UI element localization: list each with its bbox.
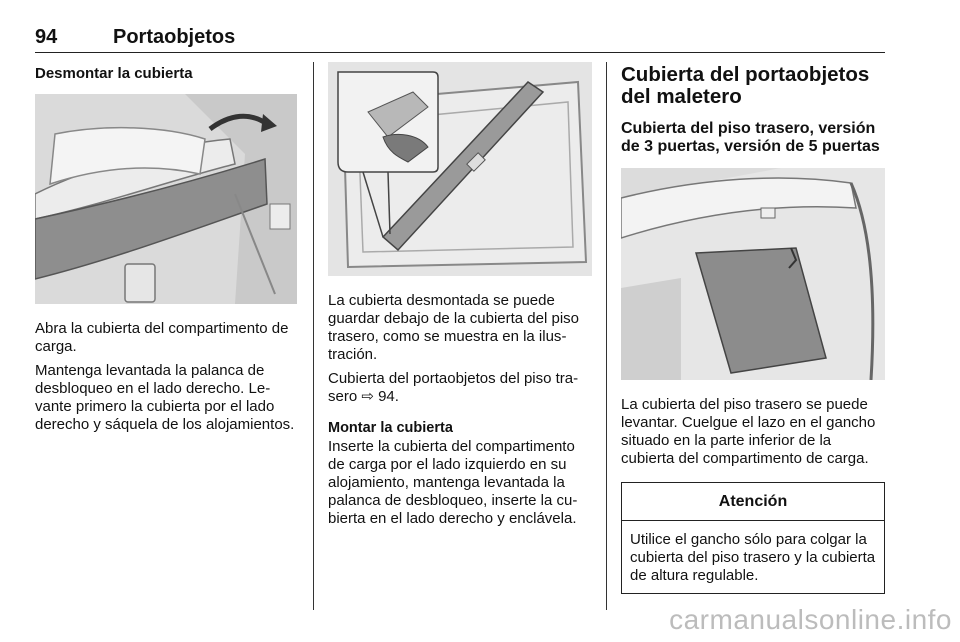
section-subheading: Desmontar la cubierta	[35, 65, 193, 82]
column-middle	[328, 62, 592, 534]
section-subheading: Cubierta del piso trasero, versión de 3 puertas, versión de 5 puertas	[621, 120, 880, 155]
figure-remove-cover	[35, 94, 297, 304]
figure-rear-floor-cover	[621, 168, 885, 380]
column-left	[35, 62, 297, 440]
bold-subheading: Montar la cubierta	[328, 420, 453, 436]
notice-title: Atención	[622, 483, 884, 521]
figure-stored-cover	[328, 62, 592, 276]
paragraph-cross-reference: Cubierta del portaobjetos del piso trasero ⇨ 94.	[328, 370, 579, 405]
watermark: carmanualsonline.info	[669, 604, 952, 635]
page-number: 94	[35, 26, 58, 48]
column-divider	[313, 62, 314, 610]
paragraph: La cubierta desmontada se puede guardar debajo de la cubierta del piso trasero, como se muestra en la ilustración.	[328, 292, 580, 363]
paragraph: Abra la cubierta del compartimento de carga.	[35, 320, 289, 355]
section-heading: Cubierta del portaobjetos del maletero	[621, 63, 870, 108]
notice-body: Utilice el gancho sólo para colgar la cubierta del piso trasero y la cubierta de altura regulable.	[630, 531, 876, 584]
paragraph: Inserte la cubierta del compartimento de carga por el lado izquierdo en su alojamiento, mantenga levantada la palanca de desbloqueo, inserte la cubierta en el lado derecho y enclávela.	[328, 438, 578, 527]
column-divider	[606, 62, 607, 610]
paragraph: La cubierta del piso trasero se puede levantar. Cuelgue el lazo en el gancho situado en la parte inferior de la cubierta del compartimento de carga.	[621, 396, 876, 467]
notice-box	[621, 482, 885, 594]
column-right	[621, 62, 885, 594]
page-header	[35, 22, 885, 53]
paragraph: Mantenga levantada la palanca de desbloqueo en el lado derecho. Levante primero la cubierta por el lado derecho y sáquela de los alojamientos.	[35, 362, 295, 433]
page-title: Portaobjetos	[113, 26, 236, 48]
